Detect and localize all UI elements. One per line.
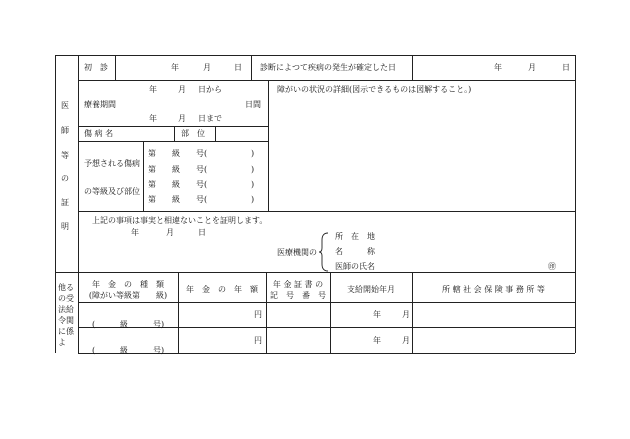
expected-row-2-kyu: 級 xyxy=(172,165,180,174)
table-header-amount: 年 金 の 年 額 xyxy=(186,285,258,294)
expected-row-1-go: 号( xyxy=(196,149,208,158)
sidebar-bottom-line-2: の受 xyxy=(58,294,74,303)
row2-grade-open: ( xyxy=(92,346,96,355)
treatment-days: 日間 xyxy=(245,100,261,109)
row1-grade-close: 号) xyxy=(153,320,165,329)
row2-grade-close: 号) xyxy=(153,346,165,355)
sidebar-char-3: 等 xyxy=(61,151,69,160)
expected-row-2-go: 号( xyxy=(196,165,208,174)
first-exam-year: 年 xyxy=(171,63,179,72)
line-right-outer xyxy=(575,55,576,353)
expected-row-1-dai: 第 xyxy=(148,149,156,158)
institution-label: 医療機関の xyxy=(277,248,317,257)
expected-row-1-close: ) xyxy=(251,149,255,158)
treatment-from-suffix: 日から xyxy=(198,85,222,94)
line-expected-bottom xyxy=(78,211,575,212)
sidebar-bottom-line-6: よ xyxy=(58,338,66,347)
diagnosis-label: 診断によつて疾病の発生が確定した日 xyxy=(260,63,396,72)
first-exam-label: 初 診 xyxy=(84,63,108,72)
disease-name-label: 傷 病 名 xyxy=(84,129,114,138)
treatment-from-year: 年 xyxy=(149,85,157,94)
line-top xyxy=(55,55,575,56)
sidebar-char-2: 師 xyxy=(61,126,69,135)
sidebar-char-6: 明 xyxy=(61,222,69,231)
treatment-from-month: 月 xyxy=(178,85,186,94)
sidebar-char-1: 医 xyxy=(61,101,69,110)
certify-month: 月 xyxy=(166,228,174,237)
table-header-office: 所 轄 社 会 保 険 事 務 所 等 xyxy=(442,285,545,294)
row2-year: 年 xyxy=(373,336,381,345)
sidebar-bottom-line-1: 他る xyxy=(58,283,74,292)
expected-row-3-kyu: 級 xyxy=(172,180,180,189)
expected-row-3-dai: 第 xyxy=(148,180,156,189)
line-diagnosis-label-right xyxy=(412,55,413,80)
first-exam-day: 日 xyxy=(234,63,242,72)
expected-label-line1: 予想される傷病 xyxy=(84,159,140,168)
table-header-cert-line2: 記 号 番 号 xyxy=(270,291,326,300)
expected-label-line2: の等級及び部位 xyxy=(84,187,140,196)
expected-row-4-go: 号( xyxy=(196,195,208,204)
table-header-start: 支給開始年月 xyxy=(347,285,395,294)
row2-grade: 級 xyxy=(120,346,128,355)
line-disease-name-right xyxy=(174,126,175,141)
row1-year: 年 xyxy=(373,310,381,319)
expected-row-3-close: ) xyxy=(251,180,255,189)
expected-row-4-kyu: 級 xyxy=(172,195,180,204)
line-after-first-exam xyxy=(78,80,575,81)
row2-month: 月 xyxy=(402,336,410,345)
line-first-exam-date-right xyxy=(251,55,252,80)
treatment-until-month: 月 xyxy=(178,114,186,123)
sidebar-bottom-line-3: 法給 xyxy=(58,305,74,314)
diagnosis-day: 日 xyxy=(562,63,570,72)
expected-row-4-dai: 第 xyxy=(148,195,156,204)
line-table-header-bottom xyxy=(78,302,575,303)
institution-name-label: 名 称 xyxy=(335,247,375,256)
seal-mark: ㊞ xyxy=(548,262,556,271)
line-left-block-right xyxy=(268,80,269,211)
line-first-exam-label-right xyxy=(115,55,116,80)
expected-row-1-kyu: 級 xyxy=(172,149,180,158)
sidebar-bottom-line-5: に係 xyxy=(58,327,74,336)
row1-grade: 級 xyxy=(120,320,128,329)
diagnosis-month: 月 xyxy=(528,63,536,72)
expected-row-3-go: 号( xyxy=(196,180,208,189)
sidebar-char-4: の xyxy=(61,174,69,183)
institution-brace xyxy=(318,232,330,272)
table-header-cert-line1: 年 金 証 書 の xyxy=(272,280,324,289)
line-treatment-bottom xyxy=(78,126,268,127)
treatment-until-year: 年 xyxy=(149,114,157,123)
diagnosis-year: 年 xyxy=(494,63,502,72)
sidebar-char-5: 証 xyxy=(61,198,69,207)
row1-yen: 円 xyxy=(254,310,262,319)
row1-month: 月 xyxy=(402,310,410,319)
certify-statement: 上記の事項は事実と相違ないことを証明します。 xyxy=(92,216,268,225)
table-header-type-line2: (障がい等級第 級) xyxy=(88,291,168,300)
expected-row-4-close: ) xyxy=(251,195,255,204)
certify-year: 年 xyxy=(131,228,139,237)
expected-row-2-dai: 第 xyxy=(148,165,156,174)
disability-detail-label: 障がいの状況の詳細(図示できるものは図解すること。) xyxy=(277,85,472,94)
expected-row-2-close: ) xyxy=(251,165,255,174)
row1-grade-open: ( xyxy=(92,320,96,329)
line-disease-bottom xyxy=(78,141,268,142)
treatment-until-suffix: 日まで xyxy=(198,114,222,123)
table-header-type-line1: 年 金 の 種 類 xyxy=(92,280,164,289)
line-expected-label-right xyxy=(143,141,144,211)
line-section-divider xyxy=(55,272,575,273)
line-sidebar-right xyxy=(78,55,79,353)
treatment-label: 療養期間 xyxy=(84,100,116,109)
institution-address-label: 所 在 地 xyxy=(335,232,375,241)
doctor-name-label: 医師の氏名 xyxy=(335,262,375,271)
first-exam-month: 月 xyxy=(203,63,211,72)
line-left-outer xyxy=(55,55,56,353)
certify-day: 日 xyxy=(198,228,206,237)
line-disease-part-right xyxy=(215,126,216,141)
disease-part-label: 部 位 xyxy=(181,129,205,138)
sidebar-bottom-line-4: 令関 xyxy=(58,316,74,325)
row2-yen: 円 xyxy=(254,336,262,345)
